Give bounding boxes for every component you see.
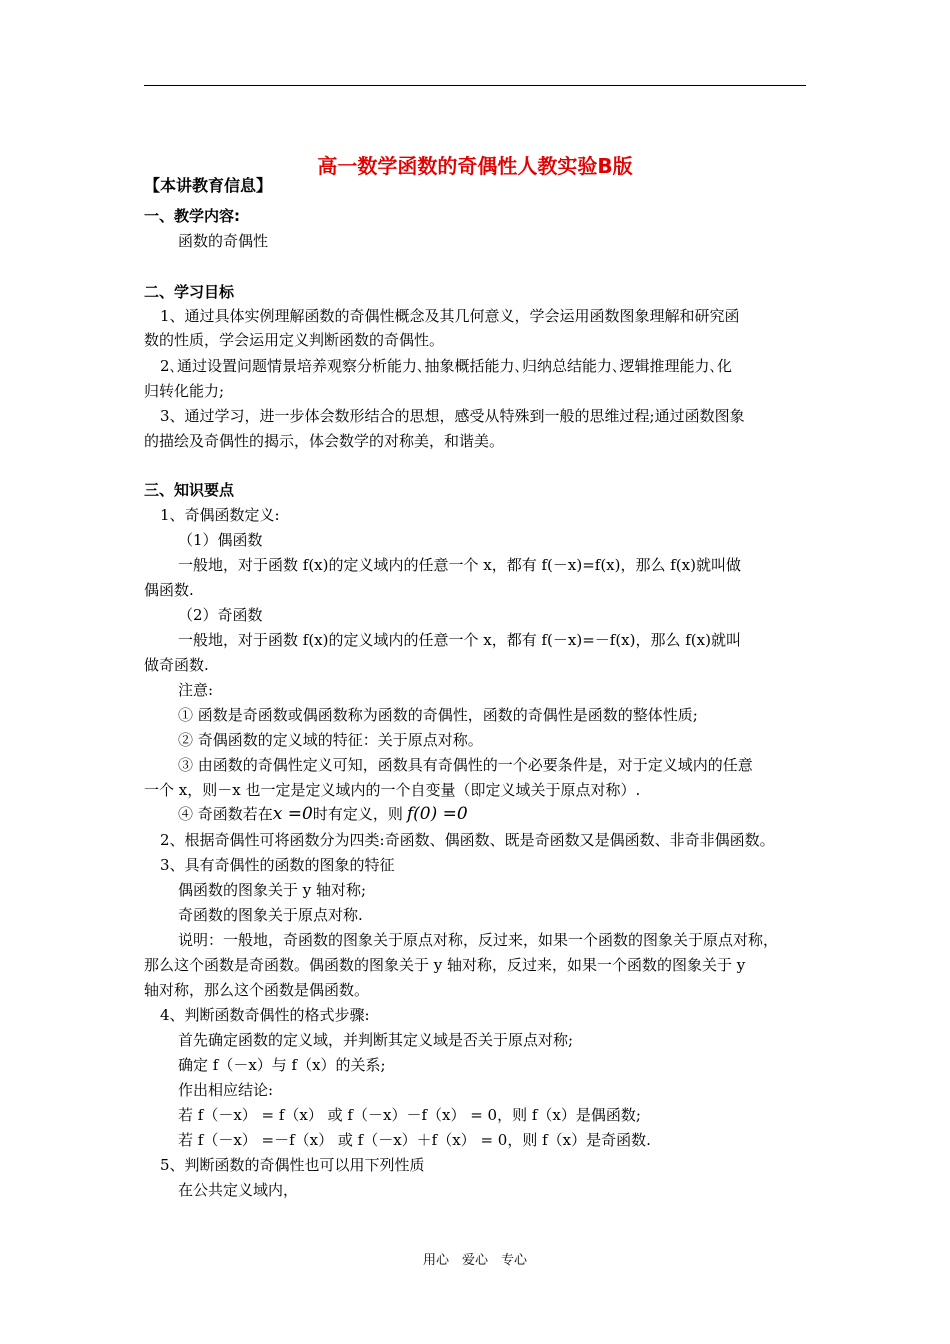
header-rule: [144, 85, 806, 86]
explanation-line: 那么这个函数是奇函数。偶函数的图象关于 y 轴对称，反过来，如果一个函数的图象关于 y: [144, 956, 746, 974]
odd-function-definition: 一般地，对于函数 f(x)的定义域内的任意一个 x，都有 f(－x)=－f(x)，那么 f(x)就叫: [178, 631, 741, 649]
point-4-title: 4、判断函数奇偶性的格式步骤:: [160, 1006, 370, 1024]
explanation-line: 说明：一般地，奇函数的图象关于原点对称，反过来，如果一个函数的图象关于原点对称，: [178, 931, 779, 949]
point-2-text: 2、根据奇偶性可将函数分为四类:奇函数、偶函数、既是奇函数又是偶函数、非奇非偶函数。: [160, 831, 775, 849]
point-5-line: 在公共定义域内，: [178, 1181, 299, 1199]
explanation-line: 轴对称，那么这个函数是偶函数。: [144, 981, 370, 999]
even-function-definition: 偶函数.: [144, 581, 194, 599]
note-4-middle: 时有定义，则: [312, 805, 403, 823]
point-4-step: 确定 f（－x）与 f（x）的关系;: [178, 1056, 386, 1074]
point-4-step: 若 f（－x） = f（x） 或 f（－x）－f（x） = 0，则 f（x）是偶函数;: [178, 1106, 641, 1124]
note-item-4: [178, 804, 468, 824]
goal-line: 1、通过具体实例理解函数的奇偶性概念及其几何意义，学会运用函数图象理解和研究函: [160, 307, 740, 325]
odd-function-definition: 做奇函数.: [144, 656, 209, 674]
note-item: 一个 x，则－x 也一定是定义域内的一个自变量（即定义域关于原点对称）.: [144, 781, 641, 799]
point-4-step: 作出相应结论:: [178, 1081, 274, 1099]
goal-line: 2､通过设置问题情景培养观察分析能力､抽象概括能力､归纳总结能力､逻辑推理能力､化: [160, 357, 733, 375]
note-item: ① 函数是奇函数或偶函数称为函数的奇偶性，函数的奇偶性是函数的整体性质;: [178, 706, 698, 724]
point-4-step: 若 f（－x） =－f（x） 或 f（－x）＋f（x） = 0，则 f（x）是奇函数.: [178, 1131, 651, 1149]
goal-line: 数的性质，学会运用定义判断函数的奇偶性。: [144, 331, 445, 349]
point-3-line: 奇函数的图象关于原点对称.: [178, 906, 363, 924]
page-footer: 用心 爱心 专心: [422, 1253, 527, 1268]
note-label: 注意:: [178, 681, 214, 699]
note-4-condition: x =0: [272, 804, 313, 824]
note-4-result: f(0) =0: [406, 804, 468, 824]
section-1-content: 函数的奇偶性: [178, 232, 269, 250]
point-4-step: 首先确定函数的定义域，并判断其定义域是否关于原点对称;: [178, 1031, 574, 1049]
page-title: 高一数学函数的奇偶性人教实验B版: [317, 154, 633, 178]
goal-line: 3、通过学习，进一步体会数形结合的思想，感受从特殊到一般的思维过程;通过函数图象: [160, 407, 745, 425]
goal-line: 归转化能力;: [144, 382, 225, 400]
even-function-definition: 一般地，对于函数 f(x)的定义域内的任意一个 x，都有 f(－x)=f(x)，那么 f(x)就叫做: [178, 556, 741, 574]
note-item: ③ 由函数的奇偶性定义可知，函数具有奇偶性的一个必要条件是，对于定义域内的任意: [178, 756, 753, 774]
section-1-heading: 一、教学内容:: [144, 207, 240, 225]
point-3-line: 偶函数的图象关于 y 轴对称;: [178, 881, 367, 899]
point-5-title: 5、判断函数的奇偶性也可以用下列性质: [160, 1156, 425, 1174]
section-3-heading: 三、知识要点: [144, 481, 235, 499]
goal-line: 的描绘及奇偶性的揭示，体会数学的对称美，和谐美。: [144, 432, 505, 450]
note-4-prefix: ④ 奇函数若在: [178, 805, 273, 823]
section-2-heading: 二、学习目标: [144, 283, 235, 301]
info-heading: 【本讲教育信息】: [144, 176, 273, 195]
point-1-title: 1、奇偶函数定义:: [160, 506, 280, 524]
even-function-label: （1）偶函数: [178, 531, 263, 549]
note-item: ② 奇偶函数的定义域的特征：关于原点对称。: [178, 731, 483, 749]
point-3-title: 3、具有奇偶性的函数的图象的特征: [160, 856, 395, 874]
odd-function-label: （2）奇函数: [178, 606, 263, 624]
